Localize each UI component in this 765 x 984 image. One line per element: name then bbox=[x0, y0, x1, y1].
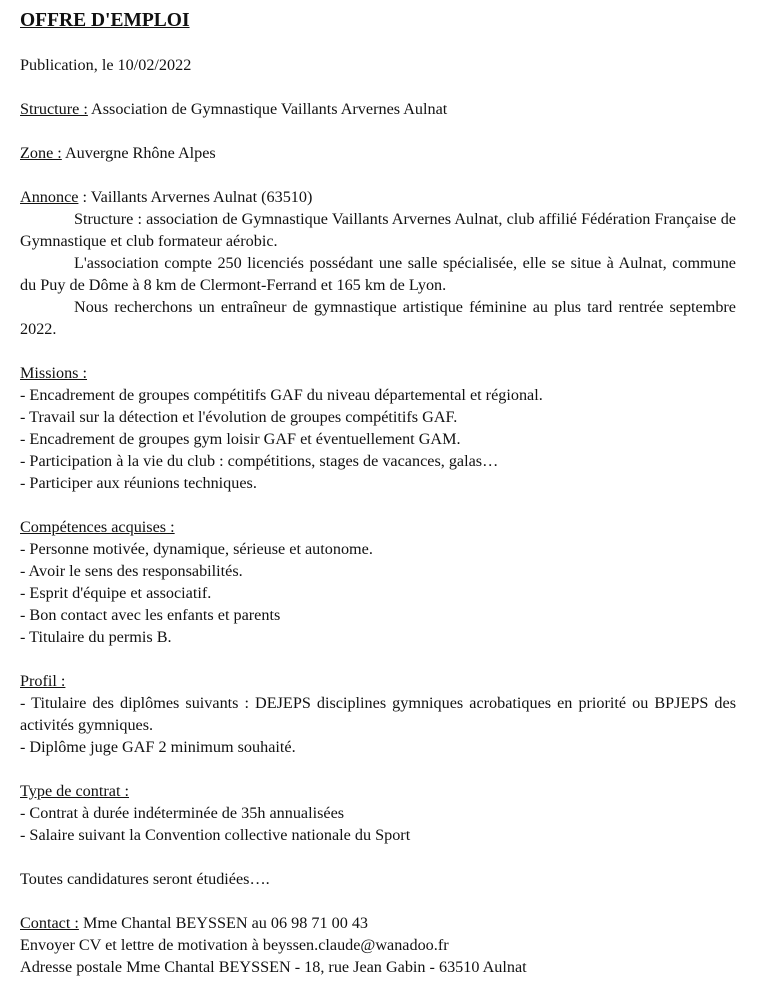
contact-email-line: Envoyer CV et lettre de motivation à beyssen.claude@wanadoo.fr bbox=[20, 936, 449, 954]
annonce-paragraph-recruitment: Nous recherchons un entraîneur de gymnastique artistique féminine au plus tard rentrée septembre 2022. bbox=[20, 298, 736, 338]
annonce-line bbox=[20, 186, 736, 208]
competence-item: - Personne motivée, dynamique, sérieuse et autonome. bbox=[20, 540, 373, 558]
contrat-heading: Type de contrat : bbox=[20, 782, 129, 800]
competences-heading: Compétences acquises : bbox=[20, 518, 175, 536]
contrat-item: - Contrat à durée indéterminée de 35h annualisées bbox=[20, 804, 345, 822]
mission-item: - Encadrement de groupes compétitifs GAF du niveau départemental et régional. bbox=[20, 386, 543, 404]
profil-item: - Diplôme juge GAF 2 minimum souhaité. bbox=[20, 738, 296, 756]
structure-line bbox=[20, 98, 736, 120]
contrat-item: - Salaire suivant la Convention collective nationale du Sport bbox=[20, 826, 411, 844]
competence-item: - Titulaire du permis B. bbox=[20, 628, 172, 646]
annonce-paragraph-structure: Structure : association de Gymnastique Vaillants Arvernes Aulnat, club affilié Fédération Française de Gymnastique et club formateur aérobic. bbox=[20, 210, 736, 250]
contact-line bbox=[20, 912, 736, 934]
page-title: OFFRE D'EMPLOI bbox=[20, 10, 190, 31]
zone-line bbox=[20, 142, 736, 164]
mission-item: - Participer aux réunions techniques. bbox=[20, 474, 257, 492]
job-offer-document bbox=[20, 8, 736, 978]
contact-label: Contact : bbox=[20, 914, 79, 932]
profil-item: - Titulaire des diplômes suivants : DEJEPS disciplines gymniques acrobatiques en priorité ou BPJEPS des activités gymniques. bbox=[20, 694, 736, 734]
competence-item: - Bon contact avec les enfants et parents bbox=[20, 606, 281, 624]
structure-label: Structure : bbox=[20, 100, 88, 118]
mission-item: - Participation à la vie du club : compétitions, stages de vacances, galas… bbox=[20, 452, 499, 470]
publication-date: Publication, le 10/02/2022 bbox=[20, 56, 192, 74]
zone-value: Auvergne Rhône Alpes bbox=[61, 144, 216, 162]
missions-heading: Missions : bbox=[20, 364, 88, 382]
structure-value: Association de Gymnastique Vaillants Arvernes Aulnat bbox=[87, 100, 448, 118]
contact-address-line: Adresse postale Mme Chantal BEYSSEN - 18, rue Jean Gabin - 63510 Aulnat bbox=[20, 958, 527, 976]
annonce-value: : Vaillants Arvernes Aulnat (63510) bbox=[78, 188, 313, 206]
zone-label: Zone : bbox=[20, 144, 62, 162]
closing-line: Toutes candidatures seront étudiées…. bbox=[20, 870, 270, 888]
contact-value: Mme Chantal BEYSSEN au 06 98 71 00 43 bbox=[78, 914, 369, 932]
competence-item: - Esprit d'équipe et associatif. bbox=[20, 584, 212, 602]
mission-item: - Travail sur la détection et l'évolution de groupes compétitifs GAF. bbox=[20, 408, 458, 426]
mission-item: - Encadrement de groupes gym loisir GAF et éventuellement GAM. bbox=[20, 430, 461, 448]
annonce-label: Annonce bbox=[20, 188, 79, 206]
competence-item: - Avoir le sens des responsabilités. bbox=[20, 562, 243, 580]
profil-heading: Profil : bbox=[20, 672, 66, 690]
annonce-paragraph-association: L'association compte 250 licenciés possédant une salle spécialisée, elle se situe à Aulnat, commune du Puy de Dôme à 8 km de Clermont-Ferrand et 165 km de Lyon. bbox=[20, 254, 736, 294]
